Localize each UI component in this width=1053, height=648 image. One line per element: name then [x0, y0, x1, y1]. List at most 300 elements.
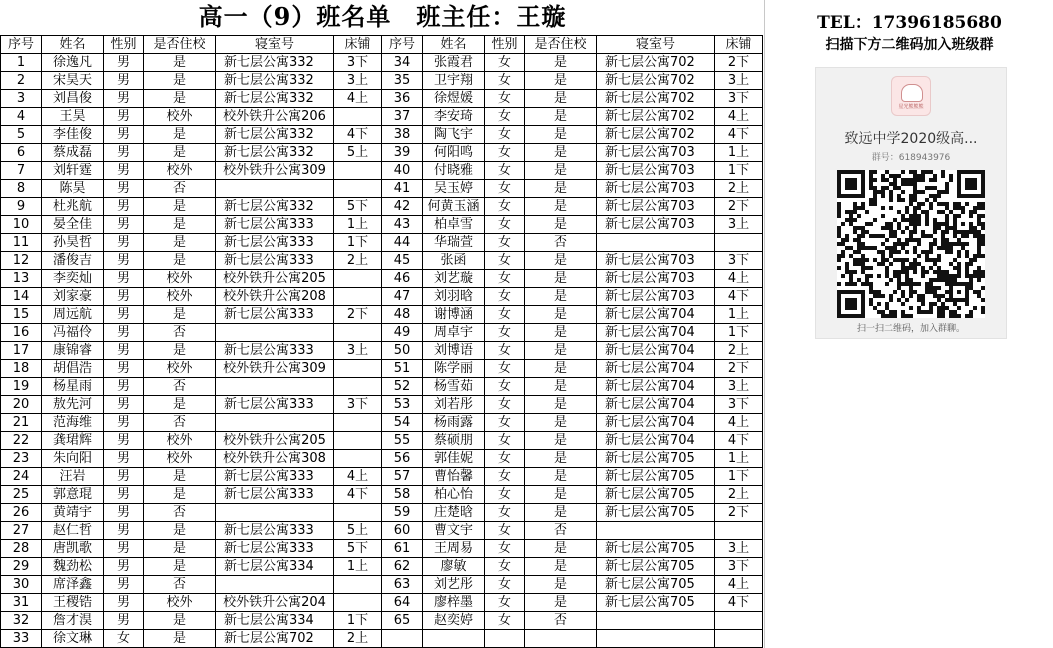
bed-cell: 4上 [334, 90, 382, 108]
table-row [1, 396, 382, 414]
gender-cell: 男 [104, 612, 144, 630]
room-cell: 新七层公寓704 [597, 378, 715, 396]
table-row [1, 504, 382, 522]
gender-cell: 男 [104, 54, 144, 72]
gender-cell: 男 [104, 432, 144, 450]
bed-cell: 3下 [334, 396, 382, 414]
table-row [1, 306, 382, 324]
table-row [382, 540, 763, 558]
cartoon-avatar-icon [891, 76, 931, 116]
gender-cell: 女 [485, 396, 525, 414]
seq-cell: 28 [1, 540, 42, 558]
bed-cell: 2下 [715, 198, 763, 216]
seq-cell: 18 [1, 360, 42, 378]
name-cell: 陈昊 [42, 180, 104, 198]
bed-cell [715, 522, 763, 540]
room-cell: 新七层公寓703 [597, 270, 715, 288]
room-cell: 新七层公寓705 [597, 594, 715, 612]
bed-cell: 4上 [715, 108, 763, 126]
group-number: 群号：618943976 [871, 153, 951, 163]
gender-cell: 女 [485, 468, 525, 486]
table-row [382, 126, 763, 144]
seq-cell: 41 [382, 180, 423, 198]
qr-code-icon[interactable] [837, 170, 985, 318]
room-cell [597, 522, 715, 540]
table-row [382, 54, 763, 72]
seq-cell: 19 [1, 378, 42, 396]
table-row [382, 378, 763, 396]
room-cell: 校外铁升公寓208 [216, 288, 334, 306]
name-cell: 刘艺彤 [423, 576, 485, 594]
seq-cell: 45 [382, 252, 423, 270]
boarding-cell: 是 [144, 144, 216, 162]
seq-cell: 10 [1, 216, 42, 234]
gender-cell: 女 [485, 414, 525, 432]
bed-cell [334, 162, 382, 180]
gender-cell: 男 [104, 378, 144, 396]
table-row [382, 504, 763, 522]
name-cell: 柏卓雪 [423, 216, 485, 234]
room-cell: 新七层公寓332 [216, 198, 334, 216]
boarding-cell: 是 [525, 414, 597, 432]
gender-cell: 男 [104, 126, 144, 144]
gender-cell: 女 [485, 558, 525, 576]
room-cell: 新七层公寓333 [216, 234, 334, 252]
room-cell: 校外铁升公寓205 [216, 270, 334, 288]
room-cell: 新七层公寓702 [597, 54, 715, 72]
boarding-cell: 校外 [144, 360, 216, 378]
gender-cell: 女 [485, 576, 525, 594]
room-cell: 新七层公寓333 [216, 396, 334, 414]
boarding-cell: 是 [525, 72, 597, 90]
name-cell: 杨雨露 [423, 414, 485, 432]
bed-cell: 1下 [715, 468, 763, 486]
name-cell: 李佳俊 [42, 126, 104, 144]
bed-cell: 3下 [715, 558, 763, 576]
boarding-cell: 是 [525, 450, 597, 468]
seq-cell: 48 [382, 306, 423, 324]
bed-cell [715, 630, 763, 648]
column-header: 姓名 [423, 36, 485, 54]
room-cell: 新七层公寓332 [216, 126, 334, 144]
name-cell: 赵奕婷 [423, 612, 485, 630]
bed-cell: 3下 [715, 90, 763, 108]
seq-cell: 40 [382, 162, 423, 180]
boarding-cell: 校外 [144, 162, 216, 180]
seq-cell: 61 [382, 540, 423, 558]
seq-cell: 37 [382, 108, 423, 126]
boarding-cell: 否 [144, 504, 216, 522]
bed-cell [334, 504, 382, 522]
room-cell: 新七层公寓704 [597, 396, 715, 414]
name-cell [423, 630, 485, 648]
bed-cell: 5下 [334, 198, 382, 216]
boarding-cell: 否 [525, 612, 597, 630]
table-row [1, 486, 382, 504]
boarding-cell: 是 [525, 270, 597, 288]
room-cell: 新七层公寓333 [216, 216, 334, 234]
name-cell: 李安琦 [423, 108, 485, 126]
seq-cell: 6 [1, 144, 42, 162]
bed-cell: 4上 [715, 414, 763, 432]
room-cell [597, 612, 715, 630]
seq-cell: 60 [382, 522, 423, 540]
bed-cell [715, 612, 763, 630]
bed-cell: 1下 [334, 234, 382, 252]
table-row [382, 144, 763, 162]
boarding-cell [525, 630, 597, 648]
seq-cell: 24 [1, 468, 42, 486]
name-cell: 张霞君 [423, 54, 485, 72]
boarding-cell: 是 [144, 486, 216, 504]
seq-cell: 49 [382, 324, 423, 342]
name-cell: 周远航 [42, 306, 104, 324]
seq-cell: 20 [1, 396, 42, 414]
table-row [1, 144, 382, 162]
seq-cell: 44 [382, 234, 423, 252]
bed-cell: 1上 [715, 450, 763, 468]
bed-cell: 4下 [715, 288, 763, 306]
room-cell: 校外铁升公寓309 [216, 162, 334, 180]
table-row [1, 576, 382, 594]
name-cell: 谢博涵 [423, 306, 485, 324]
gender-cell: 男 [104, 144, 144, 162]
bed-cell: 3上 [334, 342, 382, 360]
gender-cell: 男 [104, 360, 144, 378]
gender-cell: 男 [104, 72, 144, 90]
qr-caption: 扫一扫二维码，加入群聊。 [856, 324, 965, 334]
room-cell: 校外铁升公寓206 [216, 108, 334, 126]
gender-cell: 女 [485, 612, 525, 630]
boarding-cell: 校外 [144, 108, 216, 126]
seq-cell: 64 [382, 594, 423, 612]
table-row [382, 90, 763, 108]
table-row [1, 216, 382, 234]
table-row [1, 594, 382, 612]
bed-cell: 4下 [334, 126, 382, 144]
bed-cell: 1下 [334, 612, 382, 630]
name-cell: 何黄玉涵 [423, 198, 485, 216]
name-cell: 张函 [423, 252, 485, 270]
table-row [1, 72, 382, 90]
gender-cell: 女 [485, 216, 525, 234]
gender-cell: 女 [485, 360, 525, 378]
gender-cell: 男 [104, 306, 144, 324]
boarding-cell: 是 [525, 576, 597, 594]
seq-cell: 9 [1, 198, 42, 216]
column-header: 性别 [485, 36, 525, 54]
gender-cell: 女 [485, 594, 525, 612]
room-cell: 新七层公寓704 [597, 342, 715, 360]
seq-cell: 31 [1, 594, 42, 612]
name-cell: 柏心怡 [423, 486, 485, 504]
scan-instruction: 扫描下方二维码加入班级群 [825, 37, 994, 53]
bed-cell: 1上 [334, 216, 382, 234]
name-cell: 孙昊哲 [42, 234, 104, 252]
boarding-cell: 是 [144, 306, 216, 324]
boarding-cell: 校外 [144, 594, 216, 612]
table-row [382, 180, 763, 198]
contact-panel [766, 0, 1053, 648]
seq-cell: 13 [1, 270, 42, 288]
name-cell: 廖敏 [423, 558, 485, 576]
name-cell: 杨雪茹 [423, 378, 485, 396]
name-cell: 杜兆航 [42, 198, 104, 216]
bed-cell: 2上 [715, 180, 763, 198]
bed-cell: 1上 [715, 144, 763, 162]
boarding-cell: 是 [144, 72, 216, 90]
boarding-cell: 是 [525, 378, 597, 396]
boarding-cell: 是 [525, 288, 597, 306]
gender-cell: 男 [104, 234, 144, 252]
name-cell: 郭意琨 [42, 486, 104, 504]
column-header: 床铺 [715, 36, 763, 54]
table-row [1, 630, 382, 648]
bed-cell: 3下 [715, 396, 763, 414]
name-cell: 卫宇翔 [423, 72, 485, 90]
bed-cell [334, 324, 382, 342]
name-cell: 徐文琳 [42, 630, 104, 648]
bed-cell: 4上 [334, 468, 382, 486]
seq-cell [382, 630, 423, 648]
room-cell: 新七层公寓334 [216, 612, 334, 630]
seq-cell: 21 [1, 414, 42, 432]
seq-cell: 12 [1, 252, 42, 270]
boarding-cell: 否 [525, 522, 597, 540]
boarding-cell: 否 [144, 378, 216, 396]
table-header-row [382, 36, 763, 54]
boarding-cell: 校外 [144, 450, 216, 468]
bed-cell: 2上 [715, 342, 763, 360]
gender-cell: 女 [485, 252, 525, 270]
column-header: 是否住校 [525, 36, 597, 54]
room-cell: 新七层公寓332 [216, 54, 334, 72]
room-cell: 校外铁升公寓205 [216, 432, 334, 450]
boarding-cell: 是 [525, 468, 597, 486]
room-cell: 新七层公寓333 [216, 306, 334, 324]
name-cell: 唐凯歌 [42, 540, 104, 558]
name-cell: 黄靖宇 [42, 504, 104, 522]
bed-cell: 3下 [715, 252, 763, 270]
table-row [1, 342, 382, 360]
boarding-cell: 是 [525, 504, 597, 522]
table-row [1, 378, 382, 396]
table-row [1, 234, 382, 252]
room-cell: 新七层公寓704 [597, 432, 715, 450]
table-row [382, 450, 763, 468]
table-row [382, 162, 763, 180]
seq-cell: 27 [1, 522, 42, 540]
bed-cell [334, 432, 382, 450]
roster-title: 高一（9）班名单 班主任：王璇 [198, 2, 567, 31]
gender-cell: 男 [104, 522, 144, 540]
gender-cell: 男 [104, 594, 144, 612]
gender-cell: 男 [104, 558, 144, 576]
room-cell: 新七层公寓703 [597, 252, 715, 270]
bed-cell: 3上 [715, 540, 763, 558]
boarding-cell: 是 [144, 342, 216, 360]
boarding-cell: 是 [525, 324, 597, 342]
name-cell: 范海维 [42, 414, 104, 432]
table-row [382, 288, 763, 306]
name-cell: 郭佳妮 [423, 450, 485, 468]
seq-cell: 63 [382, 576, 423, 594]
gender-cell: 女 [104, 630, 144, 648]
bed-cell [334, 108, 382, 126]
bed-cell: 2上 [715, 486, 763, 504]
table-row [382, 234, 763, 252]
bed-cell: 2下 [715, 504, 763, 522]
name-cell: 王昊 [42, 108, 104, 126]
bed-cell: 1下 [715, 162, 763, 180]
boarding-cell: 是 [525, 252, 597, 270]
table-row [382, 216, 763, 234]
name-cell: 庄楚晗 [423, 504, 485, 522]
column-header: 寝室号 [216, 36, 334, 54]
gender-cell: 女 [485, 324, 525, 342]
bed-cell: 2上 [334, 252, 382, 270]
seq-cell: 52 [382, 378, 423, 396]
seq-cell: 17 [1, 342, 42, 360]
gender-cell: 男 [104, 504, 144, 522]
bed-cell [334, 360, 382, 378]
bed-cell: 4下 [334, 486, 382, 504]
seq-cell: 42 [382, 198, 423, 216]
seq-cell: 8 [1, 180, 42, 198]
table-row [382, 396, 763, 414]
seq-cell: 54 [382, 414, 423, 432]
room-cell: 新七层公寓705 [597, 558, 715, 576]
room-cell: 新七层公寓703 [597, 144, 715, 162]
name-cell: 华瑞萱 [423, 234, 485, 252]
gender-cell: 男 [104, 180, 144, 198]
avatar-caption: 星光熊熊熊 [898, 104, 924, 110]
name-cell: 刘羽晗 [423, 288, 485, 306]
name-cell: 吴玉婷 [423, 180, 485, 198]
bed-cell [334, 180, 382, 198]
bed-cell: 1上 [334, 558, 382, 576]
seq-cell: 25 [1, 486, 42, 504]
table-row [382, 630, 763, 648]
boarding-cell: 是 [144, 468, 216, 486]
room-cell [597, 630, 715, 648]
boarding-cell: 是 [144, 198, 216, 216]
boarding-cell: 否 [525, 234, 597, 252]
group-name: 致远中学2020级高... [844, 131, 978, 147]
room-cell: 新七层公寓705 [597, 504, 715, 522]
boarding-cell: 是 [144, 90, 216, 108]
name-cell: 刘轩霆 [42, 162, 104, 180]
name-cell: 杨星雨 [42, 378, 104, 396]
room-cell: 新七层公寓333 [216, 486, 334, 504]
table-row [1, 360, 382, 378]
table-row [382, 612, 763, 630]
table-header-row [1, 36, 382, 54]
name-cell: 徐煜媛 [423, 90, 485, 108]
boarding-cell: 是 [525, 594, 597, 612]
seq-cell: 55 [382, 432, 423, 450]
seq-cell: 1 [1, 54, 42, 72]
column-header: 姓名 [42, 36, 104, 54]
room-cell: 新七层公寓703 [597, 288, 715, 306]
room-cell [216, 378, 334, 396]
table-row [1, 162, 382, 180]
boarding-cell: 否 [144, 180, 216, 198]
column-header: 寝室号 [597, 36, 715, 54]
gender-cell [485, 630, 525, 648]
gender-cell: 男 [104, 216, 144, 234]
bed-cell: 5下 [334, 540, 382, 558]
room-cell: 新七层公寓702 [597, 72, 715, 90]
gender-cell: 女 [485, 198, 525, 216]
room-cell: 校外铁升公寓309 [216, 360, 334, 378]
bed-cell: 3上 [715, 72, 763, 90]
seq-cell: 26 [1, 504, 42, 522]
bed-cell [715, 234, 763, 252]
boarding-cell: 否 [144, 324, 216, 342]
table-row [1, 108, 382, 126]
boarding-cell: 是 [144, 630, 216, 648]
room-cell: 新七层公寓332 [216, 144, 334, 162]
gender-cell: 男 [104, 270, 144, 288]
gender-cell: 男 [104, 468, 144, 486]
bed-cell [334, 288, 382, 306]
gender-cell: 女 [485, 54, 525, 72]
table-row [382, 108, 763, 126]
table-row [1, 468, 382, 486]
room-cell [597, 234, 715, 252]
gender-cell: 女 [485, 126, 525, 144]
table-row [1, 612, 382, 630]
seq-cell: 38 [382, 126, 423, 144]
seq-cell: 35 [382, 72, 423, 90]
table-row [382, 72, 763, 90]
table-row [1, 270, 382, 288]
column-header: 是否住校 [144, 36, 216, 54]
name-cell: 徐逸凡 [42, 54, 104, 72]
table-row [382, 468, 763, 486]
boarding-cell: 是 [525, 558, 597, 576]
seq-cell: 15 [1, 306, 42, 324]
gender-cell: 女 [485, 234, 525, 252]
name-cell: 陈学丽 [423, 360, 485, 378]
room-cell: 新七层公寓705 [597, 486, 715, 504]
bed-cell: 2下 [334, 306, 382, 324]
room-cell: 新七层公寓704 [597, 324, 715, 342]
gender-cell: 女 [485, 144, 525, 162]
name-cell: 王稷锆 [42, 594, 104, 612]
gender-cell: 女 [485, 450, 525, 468]
room-cell: 新七层公寓333 [216, 342, 334, 360]
room-cell: 新七层公寓332 [216, 90, 334, 108]
table-row [1, 198, 382, 216]
roster-table-left [0, 35, 382, 648]
seq-cell: 2 [1, 72, 42, 90]
gender-cell: 女 [485, 486, 525, 504]
boarding-cell: 是 [525, 342, 597, 360]
seq-cell: 14 [1, 288, 42, 306]
name-cell: 周卓宇 [423, 324, 485, 342]
bed-cell [334, 378, 382, 396]
table-row [382, 576, 763, 594]
room-cell: 新七层公寓703 [597, 180, 715, 198]
name-cell: 曹文宇 [423, 522, 485, 540]
name-cell: 曹怡馨 [423, 468, 485, 486]
bed-cell [334, 414, 382, 432]
bed-cell: 2下 [715, 54, 763, 72]
seq-cell: 46 [382, 270, 423, 288]
bed-cell [334, 576, 382, 594]
